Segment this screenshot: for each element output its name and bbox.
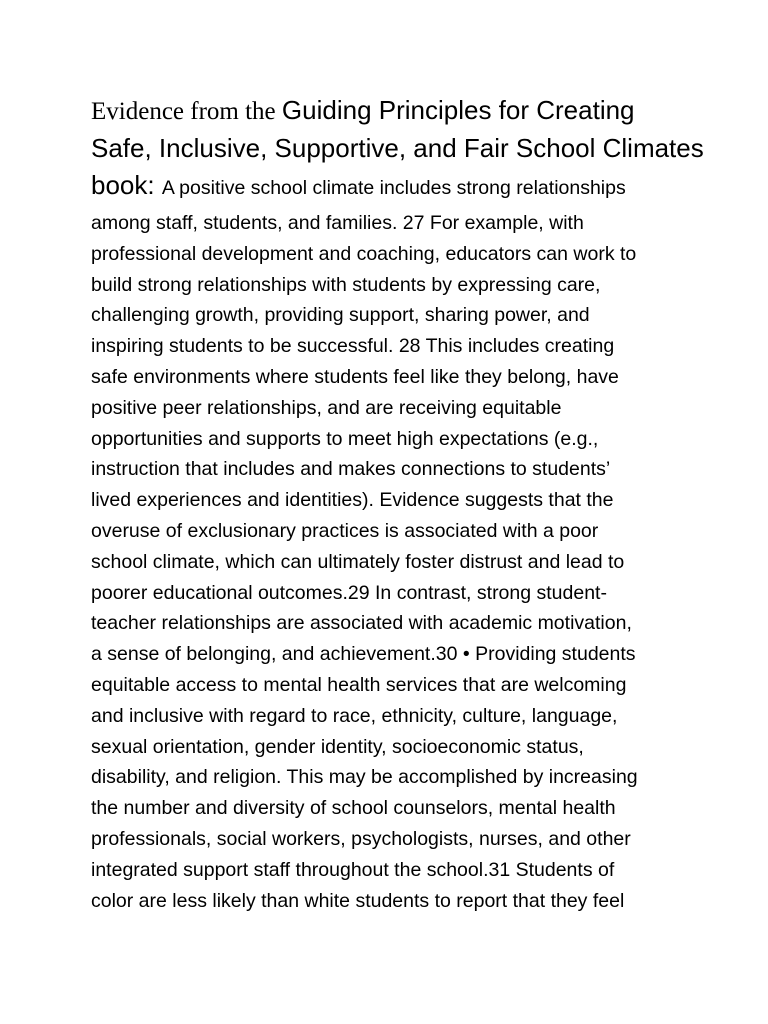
body-line: challenging growth, providing support, sharing power, and bbox=[91, 304, 590, 327]
body-line: a sense of belonging, and achievement.30 • Providing students bbox=[91, 643, 636, 666]
heading-title-part-1: Guiding Principles for Creating bbox=[281, 95, 635, 125]
body-line: professionals, social workers, psychologists, nurses, and other bbox=[91, 827, 631, 850]
body-line: lived experiences and identities). Evidence suggests that the bbox=[91, 489, 614, 512]
body-line: the number and diversity of school counselors, mental health bbox=[91, 797, 616, 820]
body-line: build strong relationships with students by expressing care, bbox=[91, 273, 601, 296]
body-line: sexual orientation, gender identity, socioeconomic status, bbox=[91, 735, 584, 758]
body-line: integrated support staff throughout the school.31 Students of bbox=[91, 858, 615, 881]
body-line: poorer educational outcomes.29 In contrast, strong student- bbox=[91, 581, 607, 604]
body-line: teacher relationships are associated with academic motivation, bbox=[91, 612, 632, 635]
body-line: overuse of exclusionary practices is associated with a poor bbox=[91, 519, 599, 542]
heading-line-1 bbox=[91, 92, 681, 130]
body-text bbox=[91, 208, 681, 916]
body-line: disability, and religion. This may be accomplished by increasing bbox=[91, 766, 638, 789]
body-line: professional development and coaching, educators can work to bbox=[91, 242, 637, 265]
body-line: color are less likely than white students to report that they feel bbox=[91, 889, 625, 912]
body-line: equitable access to mental health services that are welcoming bbox=[91, 673, 627, 696]
body-line: instruction that includes and makes connections to students’ bbox=[91, 458, 611, 481]
body-line: among staff, students, and families. 27 For example, with bbox=[91, 212, 584, 234]
body-line: opportunities and supports to meet high expectations (e.g., bbox=[91, 427, 599, 450]
body-line: inspiring students to be successful. 28 This includes creating bbox=[91, 335, 615, 358]
body-line: safe environments where students feel like they belong, have bbox=[91, 365, 619, 388]
body-line: and inclusive with regard to race, ethnicity, culture, language, bbox=[91, 704, 618, 727]
body-text-first-line: A positive school climate includes strong relationships bbox=[161, 177, 626, 199]
heading-line-2: Safe, Inclusive, Supportive, and Fair School Climates bbox=[91, 133, 704, 163]
heading-line-3 bbox=[91, 167, 681, 208]
heading-book-word: book: bbox=[91, 170, 162, 200]
body-line: positive peer relationships, and are receiving equitable bbox=[91, 396, 562, 419]
body-line: school climate, which can ultimately foster distrust and lead to bbox=[91, 550, 625, 573]
heading-serif-lead: Evidence from the bbox=[91, 98, 282, 125]
document-page bbox=[91, 92, 704, 916]
